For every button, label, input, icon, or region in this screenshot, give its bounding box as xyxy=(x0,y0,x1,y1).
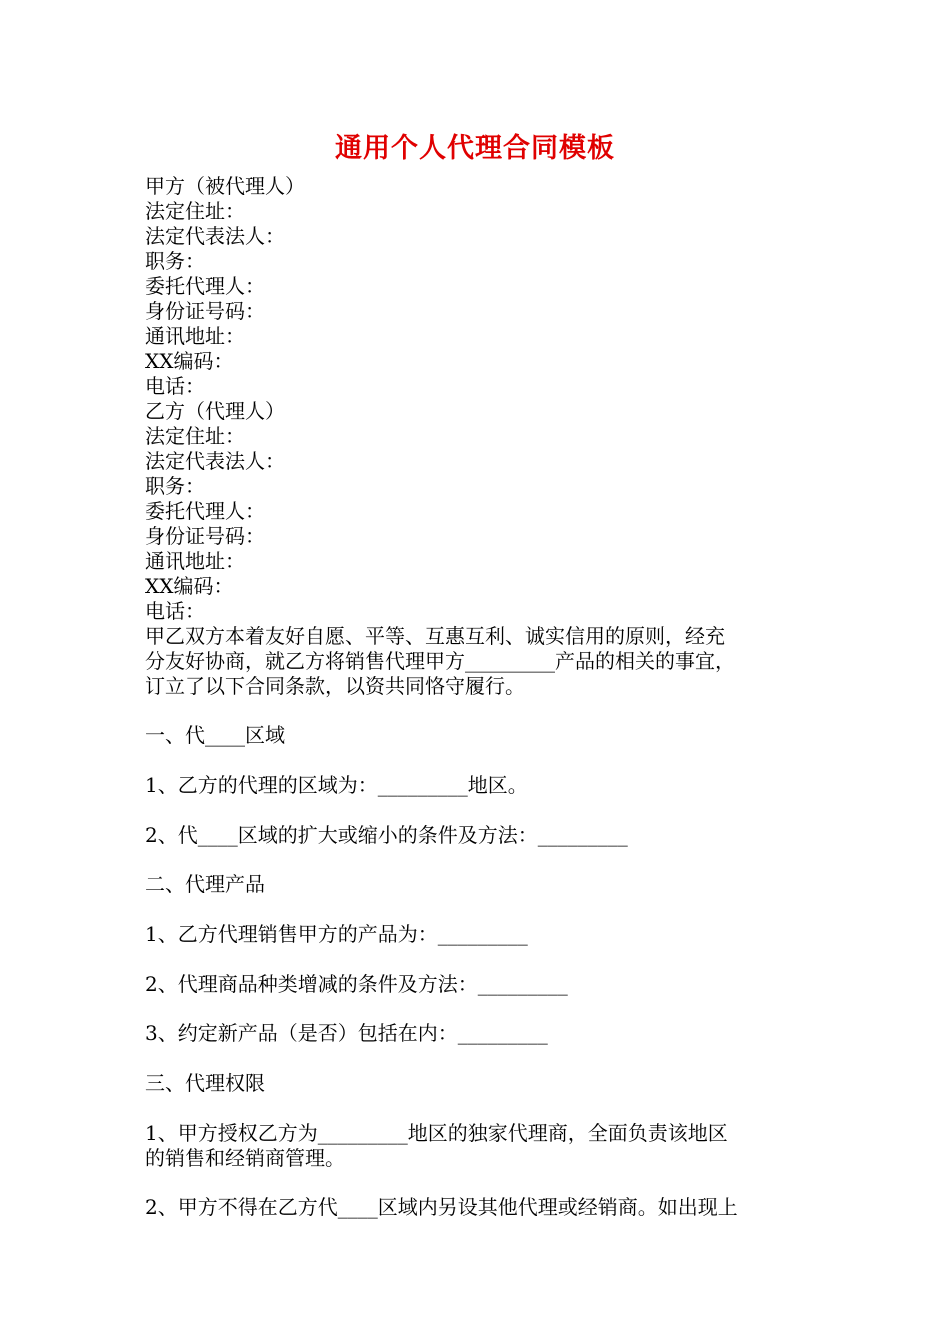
party-b-phone: 电话： xyxy=(145,599,205,623)
party-b-id-number: 身份证号码： xyxy=(145,524,265,548)
party-b-legal-rep: 法定代表法人： xyxy=(145,449,285,473)
section-2-item-1: 1、乙方代理销售甲方的产品为：_________ xyxy=(145,922,528,946)
section-2-heading: 二、代理产品 xyxy=(145,872,265,896)
party-b-position: 职务： xyxy=(145,474,205,498)
section-2-item-2: 2、代理商品种类增减的条件及方法：_________ xyxy=(145,972,568,996)
party-a-mail-address: 通讯地址： xyxy=(145,324,245,348)
section-3-item-1-line-2: 的销售和经销商管理。 xyxy=(145,1146,345,1170)
party-a-legal-address: 法定住址： xyxy=(145,199,245,223)
party-a-heading: 甲方（被代理人） xyxy=(145,174,305,198)
party-a-legal-rep: 法定代表法人： xyxy=(145,224,285,248)
section-1-item-1: 1、乙方的代理的区域为：_________地区。 xyxy=(145,773,528,797)
party-b-mail-address: 通讯地址： xyxy=(145,549,245,573)
section-1-item-2: 2、代____区域的扩大或缩小的条件及方法：_________ xyxy=(145,823,628,847)
preamble-line-2: 分友好协商，就乙方将销售代理甲方_________产品的相关的事宜， xyxy=(145,649,735,673)
section-2-item-3: 3、约定新产品（是否）包括在内：_________ xyxy=(145,1021,548,1045)
section-3-item-2-line-1: 2、甲方不得在乙方代____区域内另设其他代理或经销商。如出现上 xyxy=(145,1195,738,1219)
party-b-agent: 委托代理人： xyxy=(145,499,265,523)
party-a-postal-code: XX编码： xyxy=(145,349,234,373)
party-b-heading: 乙方（代理人） xyxy=(145,399,285,423)
party-b-legal-address: 法定住址： xyxy=(145,424,245,448)
preamble-line-1: 甲乙双方本着友好自愿、平等、互惠互利、诚实信用的原则，经充 xyxy=(145,624,725,648)
party-a-id-number: 身份证号码： xyxy=(145,299,265,323)
party-a-agent: 委托代理人： xyxy=(145,274,265,298)
section-1-heading: 一、代____区域 xyxy=(145,723,285,747)
party-a-phone: 电话： xyxy=(145,374,205,398)
preamble-line-3: 订立了以下合同条款，以资共同恪守履行。 xyxy=(145,674,525,698)
section-3-heading: 三、代理权限 xyxy=(145,1071,265,1095)
document-title: 通用个人代理合同模板 xyxy=(335,133,615,164)
party-b-postal-code: XX编码： xyxy=(145,574,234,598)
party-a-position: 职务： xyxy=(145,249,205,273)
section-3-item-1-line-1: 1、甲方授权乙方为_________地区的独家代理商，全面负责该地区 xyxy=(145,1121,728,1145)
